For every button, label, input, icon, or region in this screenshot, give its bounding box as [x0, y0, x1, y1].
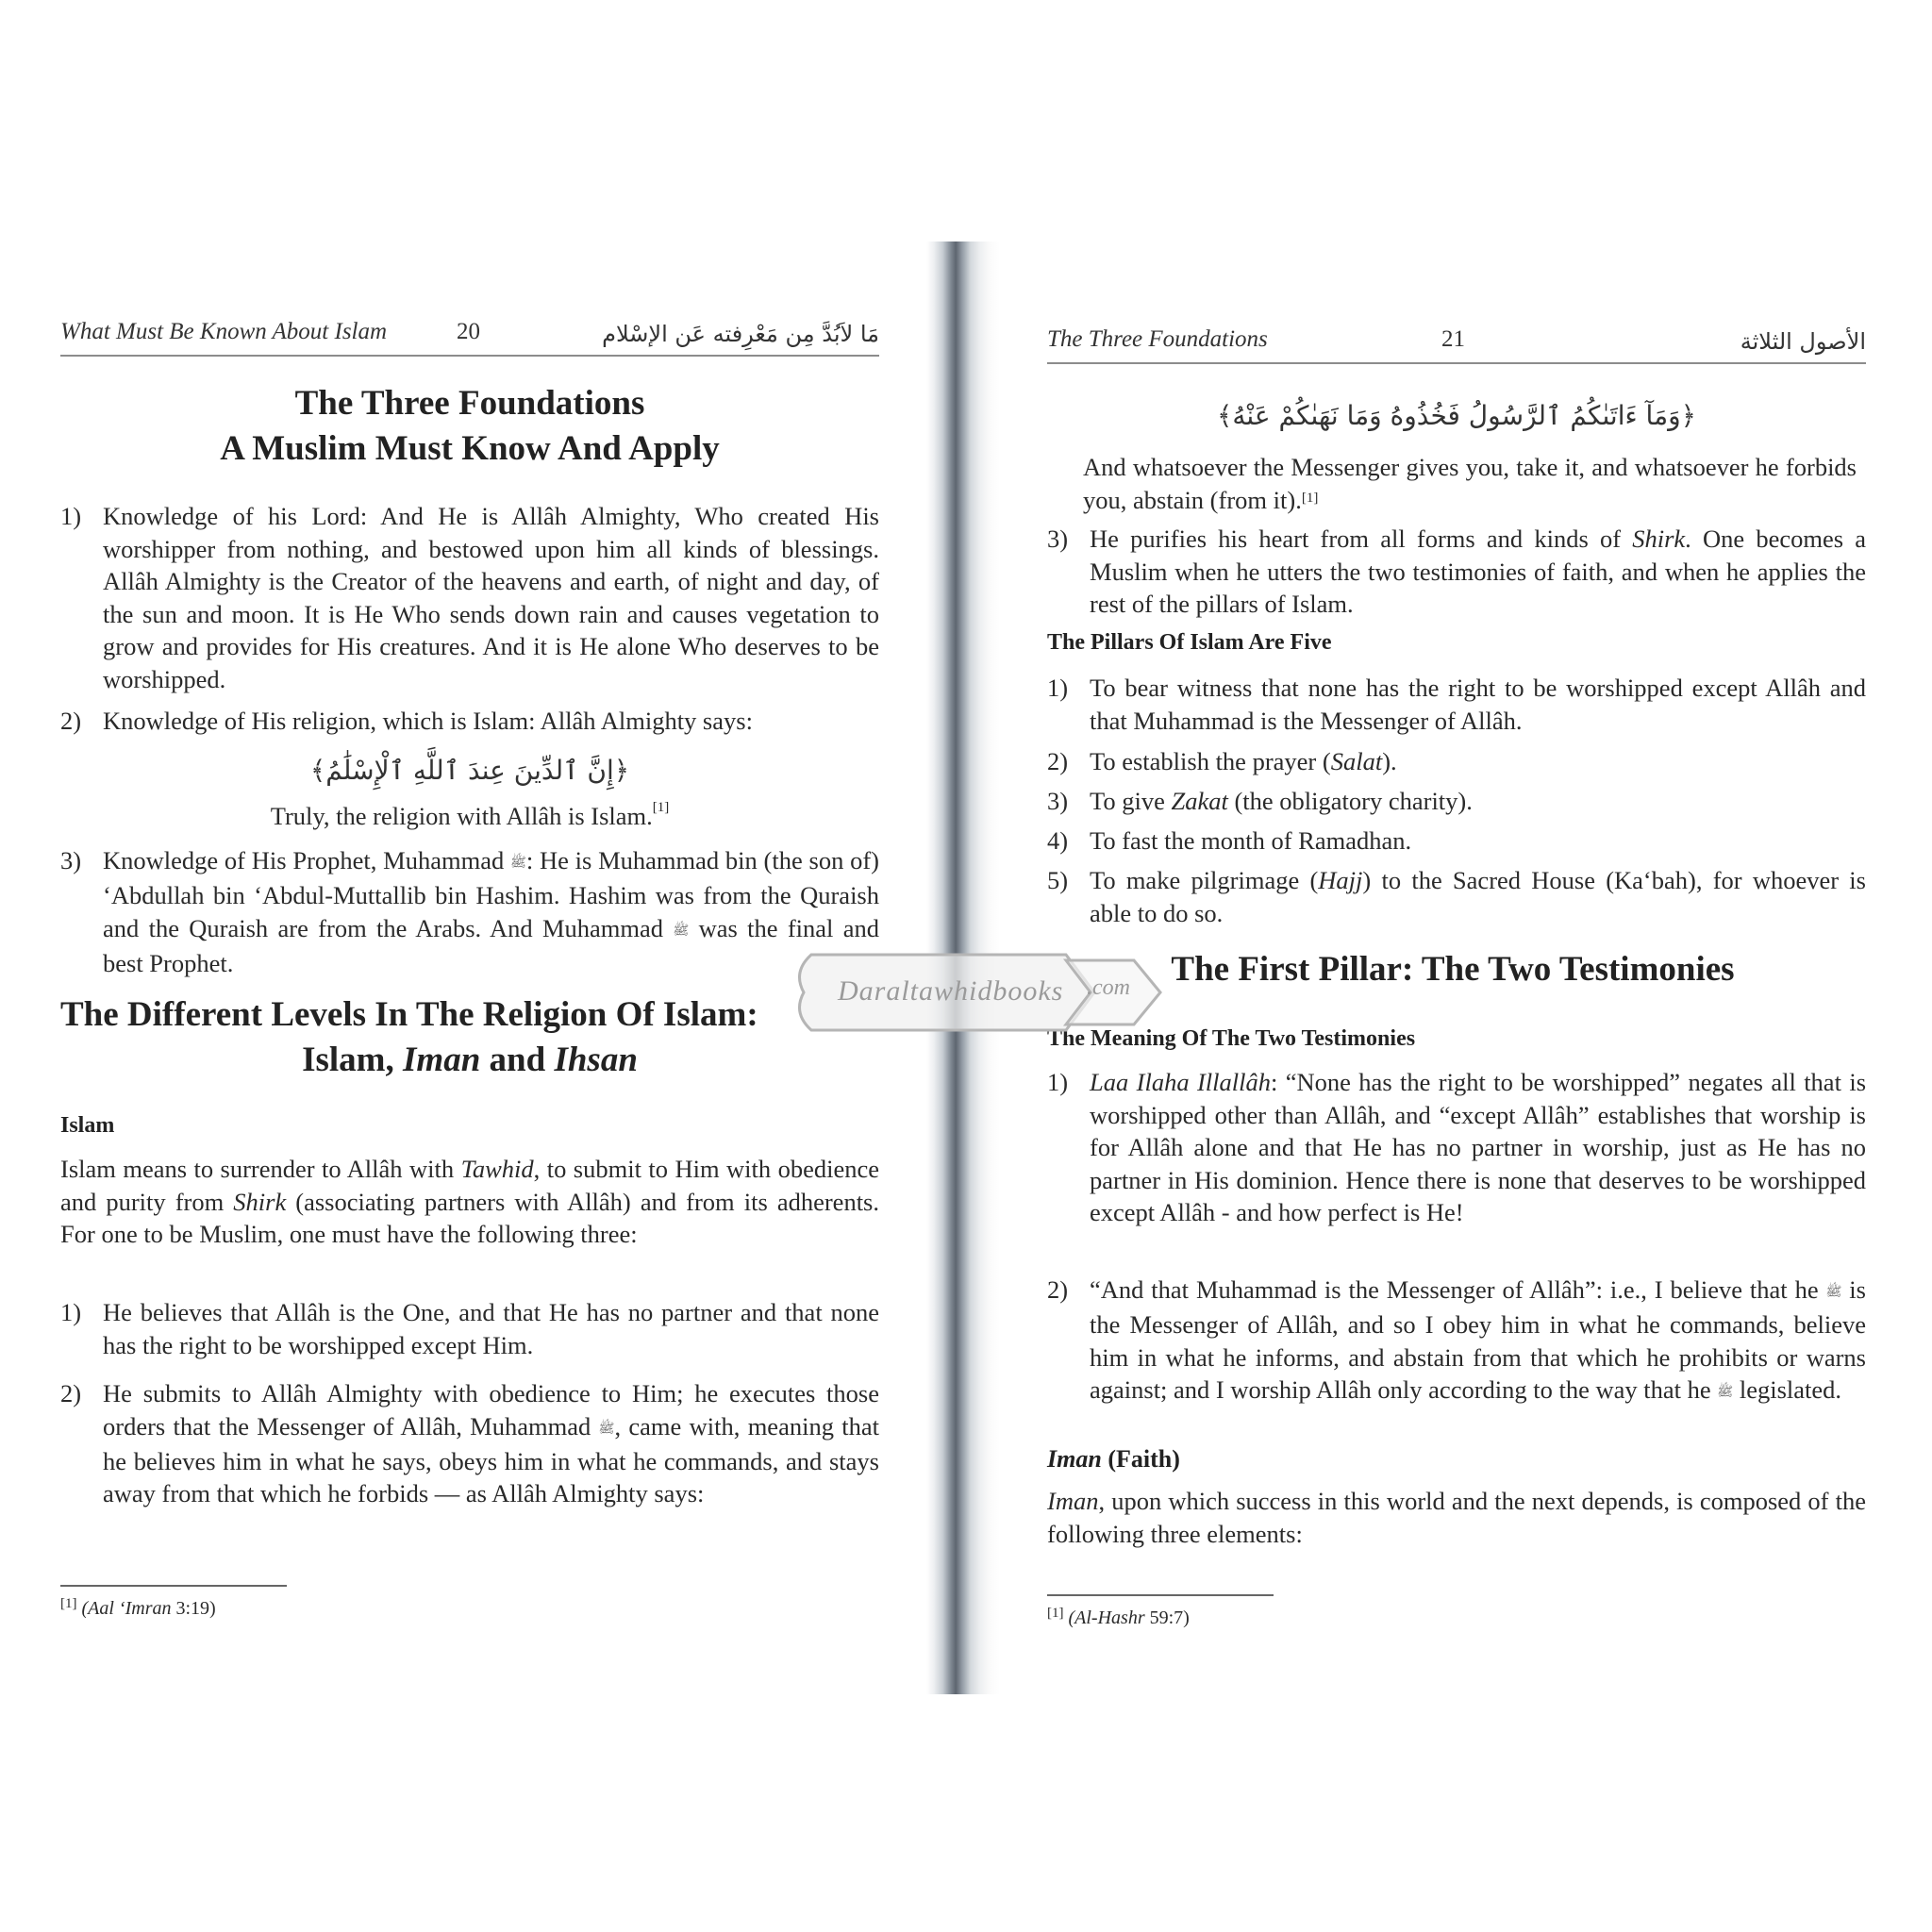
- iman-heading: [1047, 1445, 1180, 1474]
- text-run: , to submit to Him with obedience and purity from: [60, 1155, 880, 1216]
- list-item: [60, 705, 879, 738]
- term-zakat: Zakat: [1171, 787, 1228, 815]
- watermark-text: Daraltawhidbooks: [838, 975, 1064, 1007]
- item-number: 5): [1047, 866, 1069, 894]
- iman-paragraph: [1047, 1485, 1866, 1550]
- text-run: He purifies his heart from all forms and kinds of: [1090, 525, 1633, 553]
- running-head-arabic: الأصول الثلاثة: [1740, 328, 1866, 355]
- term-tawhid: Tawhid: [460, 1155, 534, 1183]
- item-text: Knowledge of his Lord: And He is Allâh Almighty, Who created His worshipper from nothing, and bestowed upon him all kinds of blessings. Allâh Almighty is the Creator of the heavens and earth, of night and day, of the sun and moon. It is He Who sends down rain and causes vegetation to grow and provides for His creatures. And it is He alone Who deserves to be worshipped.: [103, 502, 879, 693]
- heading-three-foundations: [60, 381, 879, 472]
- text-run: ).: [1382, 747, 1397, 775]
- text-run: is the Messenger of Allâh, and so I obey him in what he commands, believe him in what he informs, and abstain from that which he prohibits or warns against; and I worship Allâh only according to the way that he: [1090, 1275, 1866, 1405]
- footnote-marker[interactable]: [1]: [652, 800, 670, 815]
- text-run: legislated.: [1733, 1375, 1842, 1405]
- quran-verse-arabic: ﴿إِنَّ ٱلدِّينَ عِندَ ٱللَّهِ ٱلْإِسْلَٰمُ﴾: [309, 755, 630, 786]
- item-number: 2): [60, 707, 82, 735]
- first-pillar-heading: The First Pillar: The Two Testimonies: [1171, 950, 1735, 989]
- heading-line: [60, 1038, 879, 1083]
- pbuh-icon: ﷺ: [1825, 1284, 1842, 1300]
- list-item: [60, 500, 879, 695]
- pbuh-icon: ﷺ: [1717, 1384, 1734, 1400]
- pillar-item: [1047, 745, 1866, 778]
- page-number: 20: [457, 319, 480, 344]
- islam-paragraph: [60, 1153, 879, 1251]
- term-laa-ilaha-illallah: Laa Ilaha Illallâh: [1090, 1068, 1271, 1096]
- running-head-title: The Three Foundations: [1047, 326, 1268, 352]
- text-run: (associating partners with Allâh) and from its adherents. For one to be Muslim, one must have the following three:: [60, 1187, 879, 1248]
- testimony-item: [1047, 1274, 1866, 1408]
- item-text: To bear witness that none has the right to be worshipped except Allâh and that Muhammad is the Messenger of Allâh.: [1090, 674, 1866, 735]
- footnote-marker[interactable]: [1]: [1301, 490, 1319, 506]
- subheading-islam: Islam: [60, 1113, 115, 1138]
- term-shirk: Shirk: [233, 1187, 287, 1216]
- running-head-right: [1047, 325, 1866, 364]
- running-head-title: What Must Be Known About Islam: [60, 319, 388, 344]
- item-number: 1): [60, 502, 82, 530]
- footnote-reference: (Al-Hashr: [1068, 1607, 1145, 1628]
- footnote-verse: 3:19): [171, 1598, 216, 1619]
- pbuh-icon: ﷺ: [598, 1421, 615, 1437]
- text-run: To give: [1090, 787, 1172, 815]
- item-text: He believes that Allâh is the One, and that He has no partner and that none has the right to be worshipped except Him.: [103, 1298, 879, 1359]
- term-ihsan: Ihsan: [554, 1041, 638, 1079]
- pillars-heading: The Pillars Of Islam Are Five: [1047, 630, 1332, 655]
- running-head-arabic: مَا لاَبُدَّ مِن مَعْرِفته عَن الإسْلام: [602, 321, 879, 347]
- item-text: To fast the month of Ramadhan.: [1090, 826, 1412, 855]
- term-shirk: Shirk: [1632, 525, 1686, 553]
- item-number: 2): [1047, 747, 1069, 775]
- footnote-reference: (Aal ‘Imran: [81, 1598, 172, 1619]
- pillar-item: [1047, 672, 1866, 737]
- text-run: , upon which success in this world and the next depends, is composed of the following three elements:: [1047, 1487, 1866, 1548]
- text-run: : “None has the right to be worshipped” negates all that is worshipped other than Allâh, and “except Allâh” establishes that worship is for Allâh alone and that He has no partner in worship, just as He has no partner in His dominion. Hence there is none that deserves to be worshipped except Allâh - and how perfect is He!: [1090, 1068, 1867, 1226]
- heading-line: The Different Levels In The Religion Of Islam:: [60, 995, 758, 1034]
- translation-text: Truly, the religion with Allâh is Islam.: [270, 802, 653, 830]
- term-salat: Salat: [1330, 747, 1383, 775]
- item-text: [1090, 1274, 1866, 1408]
- footnote: [1047, 1607, 1190, 1629]
- pillar-item: [1047, 785, 1866, 818]
- text-run: and: [480, 1041, 555, 1079]
- text-run: , came with, meaning that he believes him in what he says, obeys him in what he commands, and stays away from that which he forbids — as Allâh Almighty says:: [103, 1411, 879, 1508]
- translation-text: And whatsoever the Messenger gives you, take it, and whatsoever he forbids you, abstain (from it).: [1083, 453, 1857, 514]
- list-item: [60, 1377, 879, 1510]
- item-number: 4): [1047, 826, 1069, 855]
- quran-verse-translation: [1083, 451, 1857, 516]
- item-text: [1090, 864, 1866, 929]
- footnote-marker: [1]: [60, 1596, 77, 1611]
- footnote-verse: 59:7): [1144, 1607, 1190, 1628]
- item-text: [103, 1377, 879, 1510]
- text-run: “And that Muhammad is the Messenger of Allâh”: i.e., I believe that he: [1090, 1275, 1826, 1304]
- text-run: To make pilgrimage (: [1090, 866, 1319, 894]
- item-number: 1): [1047, 1068, 1069, 1096]
- text-run: Islam means to surrender to Allâh with: [60, 1155, 461, 1183]
- pbuh-icon: ﷺ: [509, 855, 526, 871]
- term-hajj: Hajj: [1318, 866, 1363, 894]
- item-number: 2): [1047, 1275, 1069, 1304]
- heading-different-levels: [60, 992, 879, 1083]
- item-text: [1090, 523, 1866, 621]
- pbuh-icon: ﷺ: [673, 923, 690, 939]
- footnote: [60, 1598, 216, 1620]
- term-iman: Iman: [1047, 1487, 1099, 1515]
- list-item: [60, 844, 879, 979]
- text-run: Knowledge of His Prophet, Muhammad: [103, 846, 510, 874]
- text-run: was the final and best Prophet.: [103, 913, 879, 977]
- item-text: Knowledge of His religion, which is Islam: Allâh Almighty says:: [103, 707, 753, 735]
- item-text: [1090, 785, 1866, 818]
- text-run: . One becomes a Muslim when he utters the two testimonies of faith, and when he applies the rest of the pillars of Islam.: [1090, 525, 1866, 618]
- pillar-item: [1047, 824, 1866, 858]
- footnote-marker: [1]: [1047, 1606, 1064, 1621]
- running-head-left: [60, 317, 879, 357]
- text-run: ) to the Sacred House (Ka‘bah), for whoever is able to do so.: [1090, 866, 1866, 927]
- page-number: 21: [1441, 326, 1465, 352]
- footnote-divider: [1047, 1594, 1274, 1596]
- watermark-suffix: .com: [1087, 975, 1130, 1000]
- meaning-heading: The Meaning Of The Two Testimonies: [1047, 1026, 1416, 1051]
- text-run: (the obligatory charity).: [1227, 787, 1473, 815]
- footnote-divider: [60, 1585, 287, 1587]
- quran-verse-arabic: ﴿وَمَآ ءَاتَىٰكُمُ ٱلرَّسُولُ فَخُذُوهُ وَمَا نَهَىٰكُمْ عَنْهُ﴾: [1216, 400, 1697, 431]
- item-number: 3): [1047, 787, 1069, 815]
- item-number: 2): [60, 1379, 82, 1407]
- text-run: Islam,: [302, 1041, 404, 1079]
- list-item: [60, 1296, 879, 1361]
- heading-line: A Muslim Must Know And Apply: [220, 429, 720, 468]
- item-text: [1090, 745, 1866, 778]
- testimony-item: [1047, 1066, 1866, 1229]
- item-number: 3): [60, 846, 82, 874]
- pillar-item: [1047, 864, 1866, 929]
- list-item: [1047, 523, 1866, 621]
- quran-verse-translation: [60, 802, 879, 831]
- term-iman: Iman: [1047, 1445, 1102, 1473]
- text-run: : He is Muhammad bin (the son of) ‘Abdullah bin ‘Abdul-Muttallib bin Hashim. Hashim was from the Quraish and the Quraish are from the Arabs. And Muhammad: [103, 846, 879, 942]
- item-number: 3): [1047, 525, 1069, 553]
- text-run: He submits to Allâh Almighty with obedience to Him; he executes those orders that the Messenger of Allâh, Muhammad: [103, 1379, 879, 1441]
- text-run: (Faith): [1101, 1445, 1180, 1473]
- item-number: 1): [1047, 674, 1069, 702]
- text-run: To establish the prayer (: [1090, 747, 1331, 775]
- item-text: [103, 844, 879, 979]
- watermark: [783, 947, 1179, 1038]
- item-text: [1090, 1066, 1866, 1229]
- heading-line: The Three Foundations: [294, 384, 645, 423]
- item-number: 1): [60, 1298, 82, 1326]
- term-iman: Iman: [403, 1041, 481, 1079]
